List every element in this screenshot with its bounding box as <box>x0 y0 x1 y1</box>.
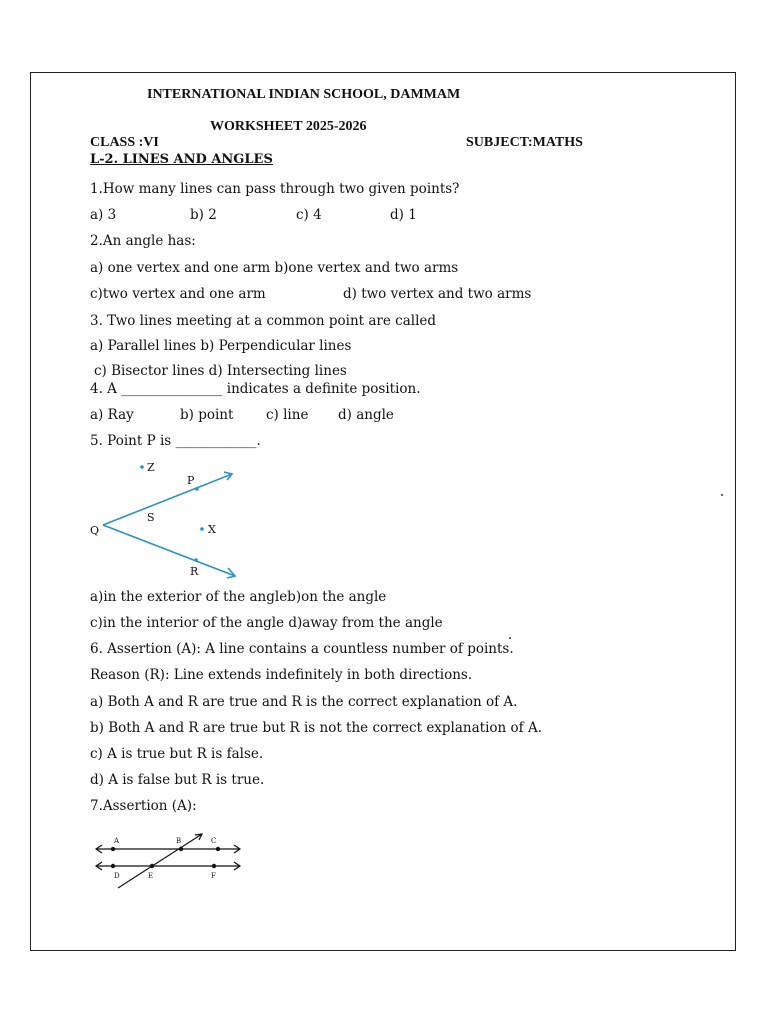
label-s: S <box>147 511 155 524</box>
q4-option-b: b) point <box>180 407 234 423</box>
point-d-dot <box>111 864 115 868</box>
question-6-assertion: 6. Assertion (A): A line contains a countless number of points. <box>90 641 514 657</box>
ray-qp <box>103 474 232 525</box>
q1-option-b: b) 2 <box>190 207 217 223</box>
q2-option-d: d) two vertex and two arms <box>343 286 532 302</box>
lesson-heading: L-2. LINES AND ANGLES <box>90 152 273 167</box>
label-z: Z <box>147 461 155 474</box>
point-a-dot <box>111 847 115 851</box>
stray-dot <box>721 494 723 496</box>
q4-option-a: a) Ray <box>90 407 134 423</box>
parallel-lines-figure <box>90 832 250 894</box>
q3-options-line-1: a) Parallel lines b) Perpendicular lines <box>90 338 352 354</box>
q5-options-line-1: a)in the exterior of the angleb)on the angle <box>90 589 387 605</box>
school-name: INTERNATIONAL INDIAN SCHOOL, DAMMAM <box>147 87 461 102</box>
point-x-dot <box>200 527 204 531</box>
q4-option-d: d) angle <box>338 407 394 423</box>
label-q: Q <box>90 524 100 537</box>
q6-option-a: a) Both A and R are true and R is the correct explanation of A. <box>90 694 518 710</box>
q2-options-line-1: a) one vertex and one arm b)one vertex and two arms <box>90 260 459 276</box>
point-f-dot <box>212 864 216 868</box>
q6-option-d: d) A is false but R is true. <box>90 772 265 788</box>
q3-options-line-2: c) Bisector lines d) Intersecting lines <box>94 363 347 379</box>
subject-label: SUBJECT:MATHS <box>466 135 583 150</box>
q2-option-c: c)two vertex and one arm <box>90 286 266 302</box>
question-3: 3. Two lines meeting at a common point are called <box>90 313 437 329</box>
label-b: B <box>176 837 182 845</box>
label-a: A <box>114 837 120 845</box>
point-c-dot <box>216 847 220 851</box>
transversal-line <box>118 834 202 888</box>
point-e-dot <box>150 864 154 868</box>
point-p-dot <box>195 487 199 491</box>
label-e: E <box>148 872 154 880</box>
stray-dot <box>509 637 511 639</box>
label-x: X <box>208 523 216 536</box>
class-label: CLASS :VI <box>90 135 159 150</box>
q4-option-c: c) line <box>266 407 309 423</box>
point-r-dot <box>194 558 198 562</box>
q1-option-d: d) 1 <box>390 207 417 223</box>
label-p: P <box>187 474 195 487</box>
question-6-reason: Reason (R): Line extends indefinitely in both directions. <box>90 667 473 683</box>
point-z-dot <box>140 465 144 469</box>
q6-option-c: c) A is true but R is false. <box>90 746 264 762</box>
q1-option-a: a) 3 <box>90 207 117 223</box>
q6-option-b: b) Both A and R are true but R is not the correct explanation of A. <box>90 720 542 736</box>
q1-option-c: c) 4 <box>296 207 322 223</box>
question-4: 4. A _______________ indicates a definite position. <box>90 381 421 397</box>
q5-options-line-2: c)in the interior of the angle d)away from the angle <box>90 615 443 631</box>
point-b-dot <box>179 847 183 851</box>
worksheet-title: WORKSHEET 2025-2026 <box>210 119 367 134</box>
question-5: 5. Point P is ____________. <box>90 433 261 449</box>
question-1: 1.How many lines can pass through two given points? <box>90 181 460 197</box>
label-d: D <box>114 872 120 880</box>
angle-figure <box>85 455 255 585</box>
transversal-arrowhead <box>195 834 202 840</box>
label-r: R <box>190 565 199 578</box>
label-f: F <box>211 872 216 880</box>
label-c: C <box>211 837 217 845</box>
question-2: 2.An angle has: <box>90 233 196 249</box>
question-7: 7.Assertion (A): <box>90 798 197 814</box>
